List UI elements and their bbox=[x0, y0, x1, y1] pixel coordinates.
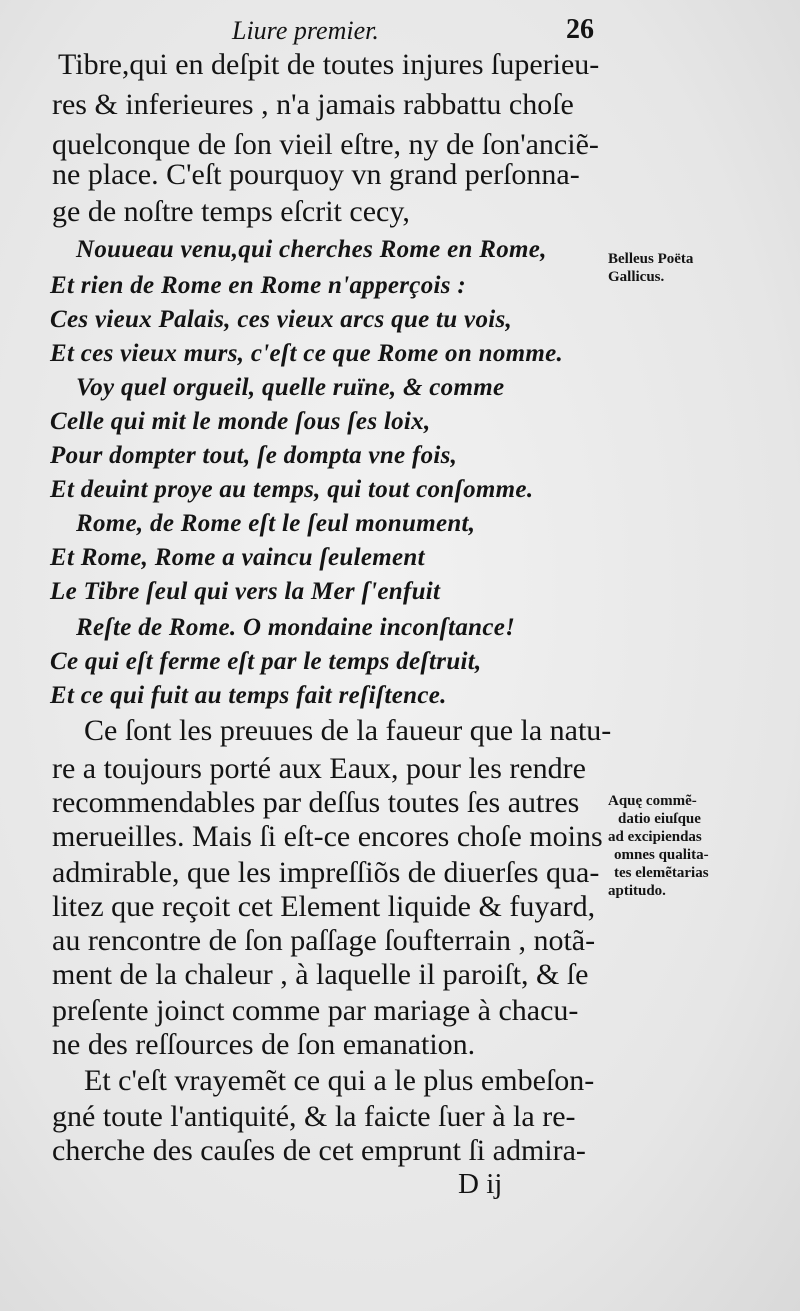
margin-note-line: aptitudo. bbox=[608, 883, 666, 899]
prose-line: re a toujours porté aux Eaux, pour les rendre bbox=[52, 752, 586, 785]
verse-line: Celle qui mit le monde ſous ſes loix, bbox=[50, 408, 431, 435]
prose-line: au rencontre de ſon paſſage ſoufterrain , notã- bbox=[52, 924, 596, 957]
prose-line: cherche des cauſes de cet emprunt ſi admira- bbox=[52, 1134, 586, 1167]
prose-line: admirable, que les impreſſiõs de diuerſes qua- bbox=[52, 856, 600, 889]
verse-line: Et ces vieux murs, c'eſt ce que Rome on nomme. bbox=[50, 340, 564, 367]
margin-note-line: Belleus Poëta bbox=[608, 251, 694, 267]
margin-note-line: tes elemẽtarias bbox=[614, 865, 709, 881]
verse-line: Et rien de Rome en Rome n'apperçois : bbox=[50, 272, 466, 299]
verse-line: Voy quel orgueil, quelle ruïne, & comme bbox=[76, 374, 505, 401]
margin-note-line: datio eiuſque bbox=[618, 811, 701, 827]
prose-line: recommendables par deſſus toutes ſes autres bbox=[52, 786, 580, 819]
running-title: Liure premier. bbox=[232, 16, 379, 45]
page-number: 26 bbox=[566, 14, 594, 45]
verse-line: Nouueau venu,qui cherches Rome en Rome, bbox=[76, 236, 547, 263]
margin-note-line: Aquę commẽ- bbox=[608, 793, 697, 809]
verse-line: Ces vieux Palais, ces vieux arcs que tu vois, bbox=[50, 306, 513, 333]
signature-mark: D ij bbox=[458, 1168, 503, 1200]
verse-line: Et deuint proye au temps, qui tout conſomme. bbox=[50, 476, 534, 503]
verse-line: Rome, de Rome eſt le ſeul monument, bbox=[76, 510, 476, 537]
margin-note bbox=[608, 250, 693, 286]
verse-line: Reſte de Rome. O mondaine inconſtance! bbox=[76, 614, 516, 641]
verse-line: Et Rome, Rome a vaincu ſeulement bbox=[50, 544, 425, 571]
margin-note-line: omnes qualita- bbox=[614, 847, 709, 863]
prose-line: merueilles. Mais ſi eſt-ce encores choſe moins bbox=[52, 820, 603, 853]
margin-note-line: ad excipiendas bbox=[608, 829, 702, 845]
prose-line: gné toute l'antiquité, & la faicte ſuer à la re- bbox=[52, 1100, 576, 1133]
verse-line: Pour dompter tout, ſe dompta vne fois, bbox=[50, 442, 458, 469]
verse-line: Le Tibre ſeul qui vers la Mer ſ'enfuit bbox=[50, 578, 441, 605]
page-header bbox=[0, 14, 800, 48]
prose-line: preſente joinct comme par mariage à chacu- bbox=[52, 994, 579, 1027]
verse-line: Et ce qui fuit au temps fait reſiſtence. bbox=[50, 682, 447, 709]
margin-note bbox=[608, 792, 709, 900]
prose-line: Ce ſont les preuues de la faueur que la natu- bbox=[84, 714, 612, 747]
prose-line: res & inferieures , n'a jamais rabbattu choſe bbox=[52, 88, 574, 121]
prose-line: quelconque de ſon vieil eſtre, ny de ſon'anciẽ- bbox=[52, 128, 599, 161]
verse-line: Ce qui eſt ferme eſt par le temps deſtruit, bbox=[50, 648, 482, 675]
prose-line: ne place. C'eſt pourquoy vn grand perſonna- bbox=[52, 158, 580, 191]
margin-note-line: Gallicus. bbox=[608, 269, 665, 285]
prose-line: litez que reçoit cet Element liquide & fuyard, bbox=[52, 890, 596, 923]
prose-line: Et c'eſt vrayemẽt ce qui a le plus embeſon- bbox=[84, 1064, 595, 1097]
prose-line: ment de la chaleur , à laquelle il paroiſt, & ſe bbox=[52, 958, 589, 991]
prose-line: ge de noſtre temps eſcrit cecy, bbox=[52, 195, 410, 228]
prose-line: Tibre,qui en deſpit de toutes injures ſuperieu- bbox=[58, 48, 600, 81]
prose-line: ne des reſſources de ſon emanation. bbox=[52, 1028, 476, 1061]
